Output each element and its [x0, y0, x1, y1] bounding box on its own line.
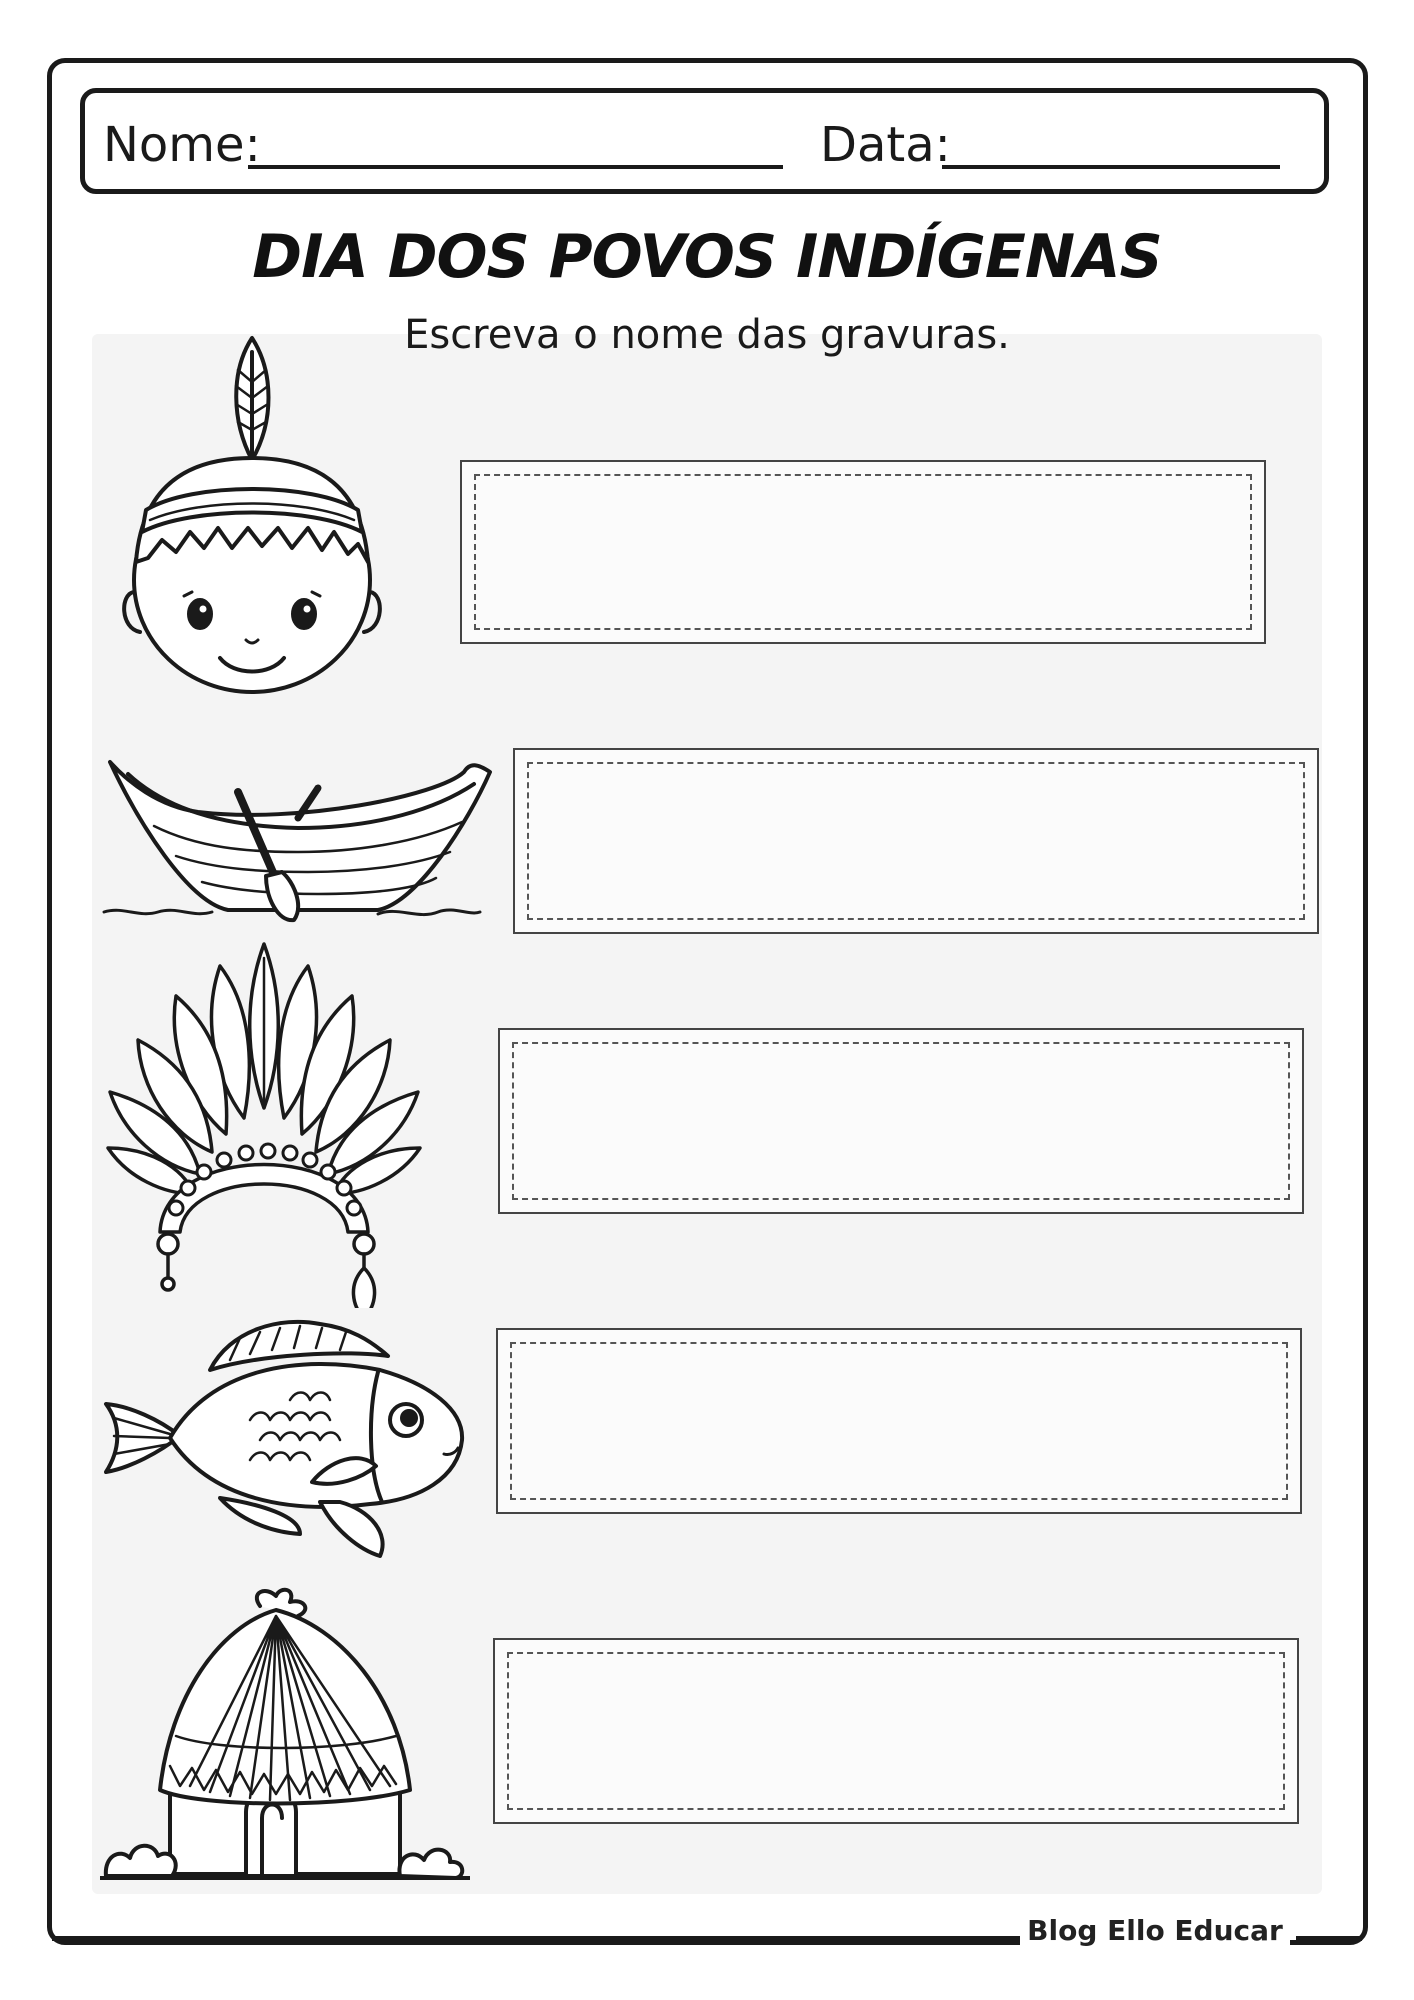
page-title: DIA DOS POVOS INDÍGENAS [252, 222, 1162, 292]
date-label: Data: [820, 117, 951, 173]
answer-box-3[interactable] [498, 1028, 1304, 1214]
fish-icon [100, 1310, 470, 1560]
footer-credit: Blog Ello Educar [1020, 1914, 1290, 1947]
answer-box-1[interactable] [460, 460, 1266, 644]
footer-line-right [1296, 1936, 1362, 1941]
canoe-icon [98, 752, 498, 932]
feather-headdress-icon [104, 938, 464, 1308]
name-label: Nome: [103, 117, 261, 173]
date-field[interactable] [942, 165, 1280, 169]
indigenous-child-icon [112, 332, 392, 712]
footer-line-left [52, 1936, 1027, 1941]
name-field[interactable] [248, 165, 783, 169]
instruction-text: Escreva o nome das gravuras. [404, 312, 1010, 358]
thatched-hut-icon [100, 1586, 470, 1886]
answer-box-2[interactable] [513, 748, 1319, 934]
answer-box-5[interactable] [493, 1638, 1299, 1824]
header-box [80, 88, 1329, 194]
answer-box-4[interactable] [496, 1328, 1302, 1514]
